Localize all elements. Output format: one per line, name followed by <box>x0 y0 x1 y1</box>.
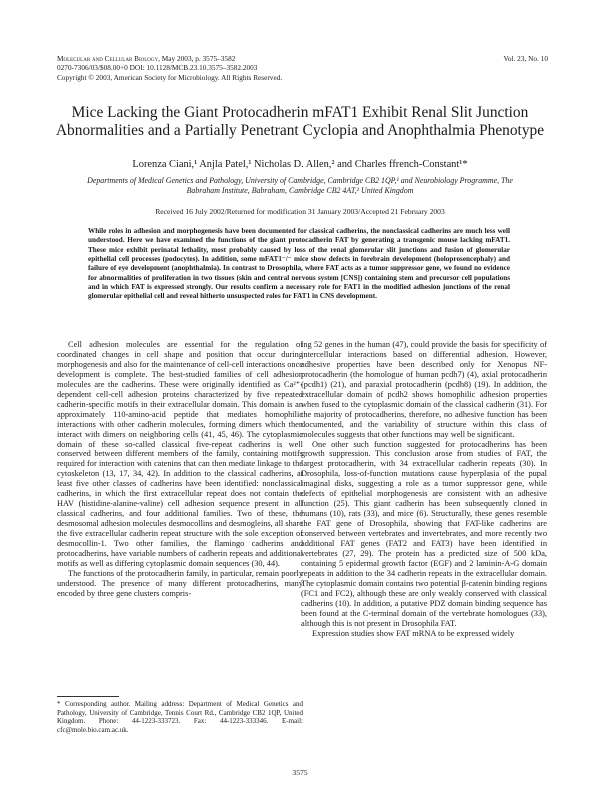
article-title: Mice Lacking the Giant Protocadherin mFAT1 Exhibit Renal Slit Junction Abnormalities and a Partially Penetrant Cyclopia and Anophthalmia Phenotype <box>55 104 545 139</box>
journal-header: Molecular and Cellular Biology, May 2003, p. 3575–3582 0270-7306/03/$08.00+0 DOI: 10.1128/MCB.23.10.3575–3582.2003 Copyright © 2003, American Society for Microbiology. All Rights Reserved. <box>57 54 387 82</box>
footnote-divider <box>57 696 119 697</box>
corresponding-author-footnote: * Corresponding author. Mailing address: Department of Medical Genetics and Pathology, University of Cambridge, Tennis Court Rd., Cambridge CB2 1QP, United Kingdom. Phone: 44-1223-333723. Fax: 44-1223-333346. E-mail: cfc@mole.bio.cam.ac.uk. <box>57 700 303 734</box>
copyright-line: Copyright © 2003, American Society for Microbiology. All Rights Reserved. <box>57 72 283 82</box>
body-paragraph: ing 52 genes in the human (47), could provide the basis for specificity of intercellular interactions based on differential adhesion. However, adhesive properties have been described only for Xenopus NF-protocadherin (the homologue of human pcdh7) (4), axial protocadherin (pcdh1) (21), and paraxial protocadherin (pcdh8) (19). In addition, the extracellular domain of pcdh2 shows homophilic adhesion properties when fused to the cytoplasmic domain of the classical cadherin (31). For the majority of protocadherins, therefore, no adhesive function has been documented, and the variability of structure within this class of molecules suggests that other functions may well be significant. <box>301 340 547 439</box>
issue-info: May 2003, p. 3575–3582 <box>161 54 236 63</box>
body-paragraph: Cell adhesion molecules are essential for the regulation of coordinated changes in cell shape and position that occur during morphogenesis and also for the maintenance of cell-cell interactions once development is complete. The best-studied families of cell adhesion molecules are the cadherins. These were originally identified as Ca²⁺-dependent cell-cell adhesion proteins characterized by five repeated cadherin-specific motifs in their extracellular domain. This domain is an approximately 110-amino-acid peptide that mediates homophilic interactions with other cadherin molecules, forming dimers which then interact with dimers on neighboring cells (41, 45, 46). The cytoplasmic domain of these so-called classical five-repeat cadherins is well conserved between different members of the family, containing motifs required for interaction with catenins that can then mediate linkage to the cytoskeleton (13, 17, 34, 42). In addition to the classical cadherins, at least five other classes of cadherins have been identified: nonclassical cadherins, in which the first extracellular repeat does not contain the HAV (histidine-alanine-valine) cell adhesion sequence present in all classical cadherins, and four additional families. Two of these, the desmosomal adhesion molecules desmocollins and desmogleins, all share the five extracellular cadherin repeat structure with the sole exception of desmocollin-1. Two other families, the flamingo cadherins and protocadherins, have variable numbers of cadherin repeats and additional motifs as well as differing cytoplasmic domain sequences (30, 44). <box>57 340 303 568</box>
body-paragraph: Expression studies show FAT mRNA to be expressed widely <box>312 628 515 638</box>
volume-info: Vol. 23, No. 10 <box>503 54 548 63</box>
received-dates: Received 16 July 2002/Returned for modification 31 January 2003/Accepted 21 February 2003 <box>155 207 445 216</box>
page-number: 3575 <box>292 768 308 777</box>
author-list: Lorenza Ciani,¹ Anjla Patel,¹ Nicholas D. Allen,² and Charles ffrench-Constant¹* <box>132 159 468 170</box>
body-paragraph: One other such function suggested for protocadherins has been growth suppression. This conclusion arose from studies of FAT, the largest protocadherin, with 34 extracellular cadherin repeats (30). In Drosophila, loss-of-function mutations cause hyperplasia of the pupal imaginal disks, suggesting a role as a tumor suppressor gene, while defects of epithelial morphogenesis are consistent with an adhesive function (25). This giant cadherin has been subsequently cloned in humans (10), rats (33), and mice (6). Structurally, these genes resemble the FAT gene of Drosophila, showing that FAT-like cadherins are conserved between vertebrates and invertebrates, and more recently two additional FAT genes (FAT2 and FAT3) have been identified in vertebrates (27, 29). The protein has a predicted size of 500 kDa, containing 5 epidermal growth factor (EGF) and 2 laminin-A-G domain repeats in addition to the 34 cadherin repeats in the extracellular domain. The cytoplasmic domain contains two potential β-catenin binding regions (FC1 and FC2), although these are only weakly conserved with classical cadherins (10). In addition, a putative PDZ domain binding sequence has been found at the C-terminal domain of the vertebrate homologues (33), although this is not present in Drosophila FAT. <box>301 439 547 628</box>
affiliations: Departments of Medical Genetics and Pathology, University of Cambridge, Cambridge CB2 1QP,¹ and Neurobiology Programme, The Babraham Institute, Babraham, Cambridge CB2 4AT,² United Kingdom <box>87 176 513 195</box>
journal-name: Molecular and Cellular Biology <box>57 54 159 63</box>
body-column-left <box>57 340 303 599</box>
abstract: While roles in adhesion and morphogenesis have been documented for classical cadherins, the nonclassical cadherins are much less well understood. Here we have examined the functions of the giant protocadherin FAT by generating a transgenic mouse lacking mFAT1. These mice exhibit perinatal lethality, most probably caused by loss of the renal glomerular slit junctions and fusion of glomerular epithelial cell processes (podocytes). In addition, some mFAT1⁻/⁻ mice show defects in forebrain development (holoprosencephaly) and failure of eye development (anophthalmia). In contrast to Drosophila, where FAT acts as a tumor suppressor gene, we found no evidence for abnormalities of proliferation in two tissues (skin and central nervous system [CNS]) containing stem and precursor cell populations and in which FAT is expressed strongly. Our results confirm a necessary role for FAT1 in the modified adhesion junctions of the renal glomerular epithelial cell and reveal hitherto unsuspected roles for FAT1 in CNS development. <box>88 227 510 301</box>
body-paragraph: The functions of the protocadherin family, in particular, remain poorly understood. The presence of many different protocadherins, many encoded by three gene clusters compris- <box>57 568 303 598</box>
doi-line: 0270-7306/03/$08.00+0 DOI: 10.1128/MCB.23.10.3575–3582.2003 <box>57 63 258 73</box>
body-column-right <box>301 340 547 639</box>
